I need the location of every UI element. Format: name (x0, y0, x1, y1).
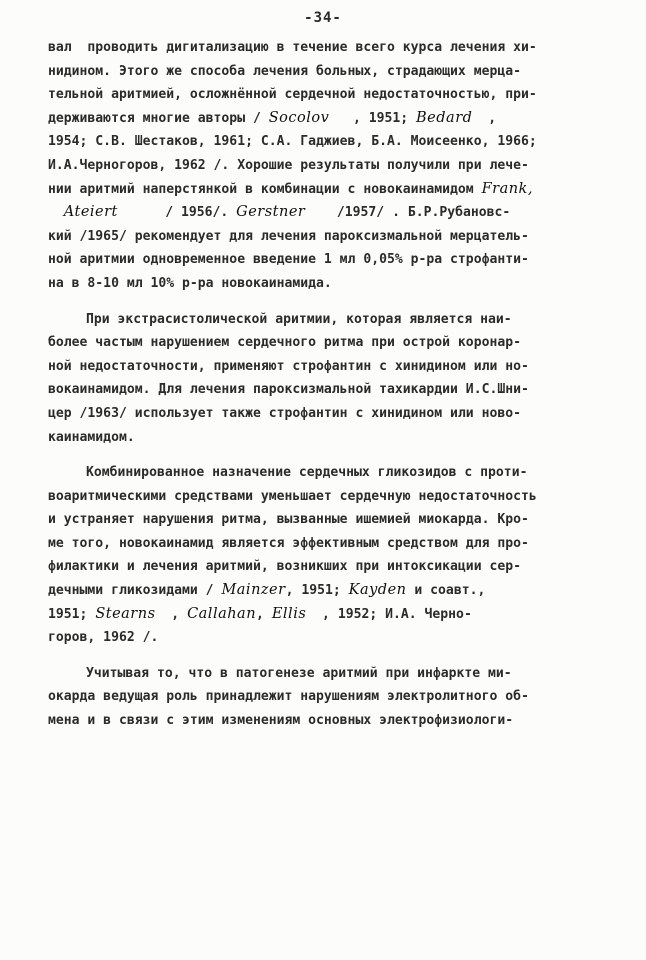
typed-text: каинамидом. (48, 429, 135, 445)
handwritten-author-name: Stearns (95, 605, 156, 622)
typed-text: , (256, 606, 272, 622)
typed-text: более частым нарушением сердечного ритма при острой коронар- (48, 335, 521, 351)
typed-text: 1954; С.В. Шестаков, 1961; С.А. Гаджиев, Б.А. Моисеенко, 1966; (48, 134, 537, 150)
text-line (48, 508, 608, 532)
typed-text: / 1956/. (117, 205, 237, 221)
text-line (48, 426, 608, 450)
typed-text: дечными гликозидами / (48, 583, 222, 599)
text-line (48, 662, 608, 686)
typed-text: нидином. Этого же способа лечения больных, страдающих мерца- (48, 63, 521, 79)
handwritten-author-name: Gerstner (236, 204, 306, 221)
text-line (48, 378, 608, 402)
typed-text: , 1952; И.А. Черно- (306, 606, 472, 622)
page-number: -34- (304, 10, 342, 26)
text-line (48, 402, 608, 426)
text-line (48, 308, 608, 332)
text-line (48, 532, 608, 556)
typed-text: /1957/ . Б.Р.Рубановс- (305, 205, 511, 221)
paragraph-gap (48, 650, 608, 662)
text-line (48, 461, 608, 485)
text-line (48, 178, 608, 202)
handwritten-author-name: Callahan (187, 605, 257, 622)
typed-text: держиваются многие авторы / (48, 110, 269, 126)
handwritten-author-name: Ellis (271, 605, 307, 622)
handwritten-author-name: Kayden (348, 582, 407, 599)
text-line (48, 485, 608, 509)
text-line (48, 355, 608, 379)
typed-text: нии аритмий наперстянкой в комбинации с новокаинамидом (48, 181, 482, 197)
typed-text: , (472, 110, 497, 126)
paragraph-gap (48, 449, 608, 461)
text-line (48, 225, 608, 249)
text-line (48, 130, 608, 154)
typed-text: вал проводить дигитализацию в течение всего курса лечения хи- (48, 40, 537, 55)
typed-text: Учитывая то, что в патогенезе аритмий при инфаркте ми- (86, 665, 512, 681)
text-line (48, 579, 608, 603)
typed-text: , (155, 606, 188, 622)
typed-text: кий /1965/ рекомендует для лечения пароксизмальной мерцатель- (48, 228, 529, 244)
text-line (48, 272, 608, 296)
typed-text: филактики и лечения аритмий, возникших при интоксикации сер- (48, 559, 521, 575)
typed-text: вокаинамидом. Для лечения пароксизмальной тахикардии И.С.Шни- (48, 382, 529, 398)
text-line (48, 36, 608, 60)
typed-text: И.А.Черногоров, 1962 /. Хорошие результаты получили при лече- (48, 157, 529, 173)
handwritten-author-name: Frank, (481, 180, 533, 197)
typed-text: 1951; (48, 606, 96, 622)
typed-text: , 1951; (329, 110, 417, 126)
typed-text: ной аритмии одновременное введение 1 мл 0,05% р-ра строфанти- (48, 252, 529, 268)
typed-text: воаритмическими средствами уменьшает сердечную недостаточность (48, 488, 537, 504)
typed-text: тельной аритмией, осложнённой сердечной недостаточностью, при- (48, 87, 537, 103)
text-line (48, 626, 608, 650)
document-body (48, 36, 608, 733)
typed-text: При экстрасистолической аритмии, которая является наи- (86, 311, 512, 327)
text-line (48, 201, 608, 225)
typed-text: , 1951; (285, 583, 349, 599)
handwritten-author-name: Mainzer (221, 582, 286, 599)
typed-text: ме того, новокаинамид является эффективным средством для про- (48, 535, 529, 551)
text-line (48, 555, 608, 579)
paragraph-gap (48, 296, 608, 308)
text-line (48, 709, 608, 733)
text-line (48, 603, 608, 627)
typed-text: на в 8-10 мл 10% р-ра новокаинамида. (48, 275, 332, 291)
typed-text: цер /1963/ использует также строфантин с хинидином или ново- (48, 405, 521, 421)
typed-text (48, 205, 64, 220)
typed-text: окарда ведущая роль принадлежит нарушениям электролитного об- (48, 689, 529, 705)
typed-text: Комбинированное назначение сердечных гликозидов с проти- (86, 465, 528, 481)
typed-text: ной недостаточности, применяют строфантин с хинидином или но- (48, 358, 529, 374)
typed-text: мена и в связи с этим изменениям основных электрофизиологи- (48, 713, 514, 729)
text-line (48, 331, 608, 355)
text-line (48, 248, 608, 272)
typed-text: и соавт., (406, 583, 486, 599)
typed-text: горов, 1962 /. (48, 630, 159, 646)
text-line (48, 107, 608, 131)
typed-text: и устраняет нарушения ритма, вызванные ишемией миокарда. Кро- (48, 512, 529, 528)
handwritten-author-name: Ateiert (63, 204, 118, 221)
text-line (48, 154, 608, 178)
text-line (48, 685, 608, 709)
handwritten-author-name: Bedard (416, 109, 473, 126)
handwritten-author-name: Socolov (268, 109, 330, 126)
text-line (48, 83, 608, 107)
text-line (48, 60, 608, 84)
